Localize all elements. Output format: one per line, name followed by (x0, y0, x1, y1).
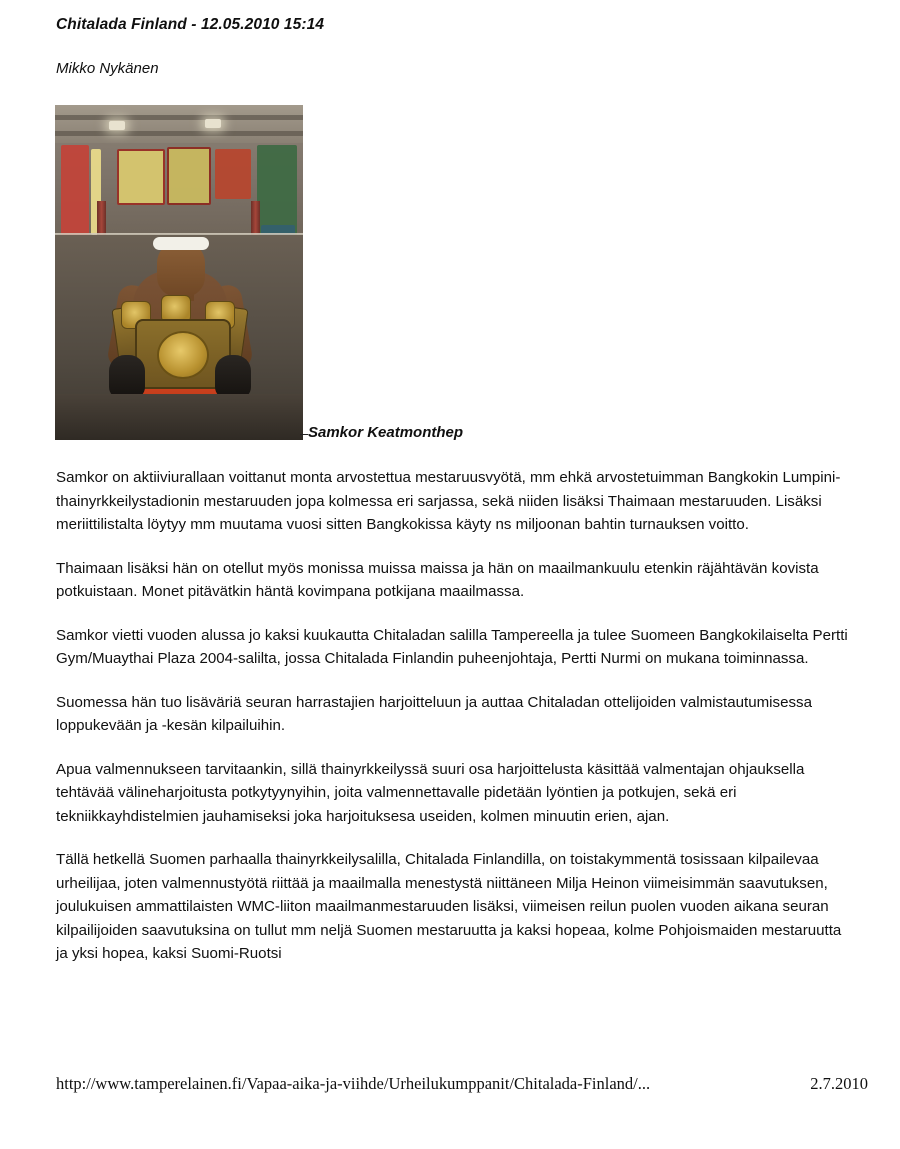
article-body (56, 466, 856, 986)
wall-poster (215, 149, 251, 199)
gym-ceiling (55, 105, 303, 143)
boxing-glove-right (215, 355, 251, 399)
paragraph: Samkor on aktiiviurallaan voittanut monta arvostettua mestaruusvyötä, mm ehkä arvostetuimman Bangkokin Lumpini-thainyrkkeilystadionin mestaruuden jopa kolmessa eri sarjassa, sekä niiden lisäksi Thaimaan mestaruuden. Lisäksi meriittilistalta löytyy mm muutama vuosi sitten Bangkokissa käyty ns miljoonan bahtin turnauksen voitto. (56, 469, 841, 533)
championship-belt-plate (157, 331, 209, 379)
page-footer (56, 1074, 868, 1094)
samkor-keatmonthep-photo (55, 105, 303, 440)
paragraph: Apua valmennukseen tarvitaankin, sillä thainyrkkeilyssä suuri osa harjoittelusta käsittää valmentajan ohjauksella tehtävää välineharjoitusta potkytyynyihin, joita valmennettavalle pidetään lyöntien ja potkujen, sekä eri tekniikkayhdistelmien jauhamiseksi joka harjoituksesa useiden, kolmen minuutin erien, ajan. (56, 760, 805, 825)
ceiling-light (205, 119, 221, 128)
page-header: Chitalada Finland - 12.05.2010 15:14 (56, 16, 325, 33)
mongkhon-headband (153, 237, 209, 250)
paragraph: Tällä hetkellä Suomen parhaalla thainyrkkeilysalilla, Chitalada Finlandilla, on toistakymmentä tosissaan kilpailevaa urheilijaa, joten valmennustyötä riittää ja maailmalla menestystä niittäneen Milja Heinon viimeisimmän saavutuksen, joulukuisen ammattilaisten WMC-liiton maailmanmestaruuden lisäksi, viimeisen reilun puolen vuoden aikana seuran kilpailijoiden saavutuksina on tullut mm neljä Suomen mestaruutta ja kaksi hopeaa, kolme Pohjoismaiden mestaruutta ja yksi hopea, kaksi Suomi-Ruotsi (56, 851, 842, 962)
paragraph: Samkor vietti vuoden alussa jo kaksi kuukautta Chitaladan salilla Tampereella ja tulee Suomeen Bangkokilaiselta Pertti Gym/Muaythai Plaza 2004-salilta, jossa Chitalada Finlandin puheenjohtaja, Pertti Nurmi on mukana toiminnassa. (56, 626, 848, 667)
paragraph: Thaimaan lisäksi hän on otellut myös monissa muissa maissa ja hän on maailmankuulu etenkin räjähtävän kovista potkuistaan. Monet pitävätkin häntä kovimpana potkijana maailmassa. (56, 559, 819, 600)
wall-poster (167, 147, 211, 205)
wall-poster (117, 149, 165, 205)
wall-banner (61, 145, 89, 237)
boxing-glove-left (109, 355, 145, 399)
gym-floor (55, 394, 303, 440)
paragraph: Suomessa hän tuo lisäväriä seuran harrastajien harjoitteluun ja auttaa Chitaladan ottelijoiden valmistautumisessa loppukevään ja -kesän kilpailuihin. (56, 693, 812, 734)
author-byline: Mikko Nykänen (56, 60, 159, 77)
ceiling-beam (55, 131, 303, 136)
source-url: http://www.tamperelainen.fi/Vapaa-aika-ja-viihde/Urheilukumppanit/Chitalada-Finland/... (56, 1074, 651, 1093)
photo-caption: Samkor Keatmonthep (308, 424, 464, 441)
caption-leader-line (300, 434, 308, 435)
ceiling-beam (55, 115, 303, 120)
print-date: 2.7.2010 (810, 1074, 868, 1093)
photo-figure (55, 105, 303, 440)
ceiling-light (109, 121, 125, 130)
